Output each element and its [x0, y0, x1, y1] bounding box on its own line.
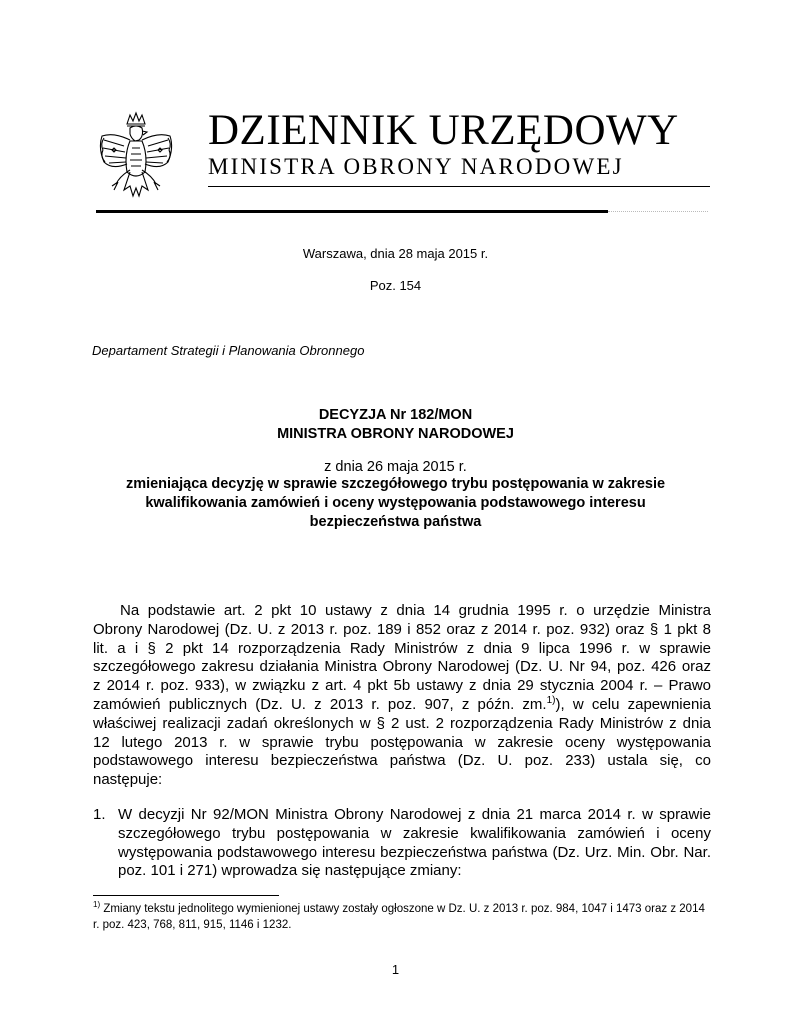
decision-date: z dnia 26 maja 2015 r. — [324, 459, 467, 475]
decision-issuer: MINISTRA OBRONY NARODOWEJ — [277, 426, 514, 442]
decision-subject-line: bezpieczeństwa państwa — [309, 514, 482, 530]
preamble-line: następuje: — [93, 771, 163, 789]
footnote-text: Zmiany tekstu jednolitego wymienionej ustawy zostały ogłoszone w Dz. U. z 2013 r. poz. 984, 1047 i 1473 oraz z 2014 r. poz. 423, 768, 811, 915, 1146 i 1232. — [93, 903, 705, 931]
footnote-separator — [93, 895, 279, 896]
journal-subtitle: MINISTRA OBRONY NARODOWEJ — [208, 154, 624, 179]
decision-subject-line: zmieniająca decyzję w sprawie szczegółowego trybu postępowania w zakresie — [125, 476, 666, 492]
preamble-line: 12 lutego 2013 r. w sprawie trybu postępowania w zakresie oceny występowania — [93, 733, 711, 751]
footnote — [93, 901, 711, 933]
footnote-marker: 1) — [93, 900, 101, 910]
decision-subject-line: kwalifikowania zamówień i oceny występowania podstawowego interesu — [145, 495, 646, 511]
preamble-line-part: zamówień publicznych (Dz. U. z 2013 r. poz. 907, z późn. zm. — [93, 695, 547, 713]
dateline: Warszawa, dnia 28 maja 2015 r. — [302, 246, 489, 261]
preamble-paragraph — [93, 602, 711, 790]
preamble-line: z 2014 r. poz. 933), w związku z art. 4 pkt 5b ustawy z dnia 29 stycznia 2004 r. – Prawo — [93, 677, 711, 695]
preamble-line: podstawowego interesu bezpieczeństwa państwa (Dz. U. poz. 233) ustala się, co — [93, 752, 711, 770]
preamble-line-part: ), w celu zapewnienia — [555, 695, 711, 713]
page-number: 1 — [391, 962, 400, 977]
preamble-line: właściwej realizacji zadań określonych w § 2 ust. 2 rozporządzenia Rady Ministrów z dnia — [93, 714, 711, 732]
preamble-line: lit. a i § 2 pkt 14 rozporządzenia Rady Ministrów z dnia 9 lipca 1996 r. w sprawie — [93, 639, 711, 657]
preamble-line-with-footnote — [93, 696, 711, 715]
masthead-thick-rule — [96, 210, 608, 213]
masthead-divider — [208, 186, 710, 187]
polish-eagle-emblem-icon — [94, 110, 178, 208]
masthead-faint-rule — [608, 211, 708, 212]
footnote-reference: 1) — [546, 694, 556, 706]
preamble-line: Obrony Narodowej (Dz. U. z 2013 r. poz. 189 i 852 oraz z 2014 r. poz. 932) oraz § 1 pkt 8 — [93, 620, 711, 638]
preamble-line: Na podstawie art. 2 pkt 10 ustawy z dnia 14 grudnia 1995 r. o urzędzie Ministra — [120, 602, 711, 619]
list-item — [93, 806, 711, 881]
list-item-number: 1. — [93, 806, 106, 823]
list-item-text: W decyzji Nr 92/MON Ministra Obrony Narodowej z dnia 21 marca 2014 r. w sprawie szczegółowego trybu postępowania w zakresie kwalifikowania zamówień i oceny występowania podstawowego interesu bezpieczeństwa państwa (Dz. Urz. Min. Obr. Nar. poz. 101 i 271) wprowadza się następujące zmiany: — [118, 806, 711, 880]
decision-number: DECYZJA Nr 182/MON — [318, 407, 473, 423]
department-name: Departament Strategii i Planowania Obronnego — [92, 343, 365, 358]
preamble-line: szczegółowego zakresu działania Ministra Obrony Narodowej (Dz. U. Nr 94, poz. 426 oraz — [93, 658, 711, 676]
position-number: Poz. 154 — [369, 278, 422, 293]
journal-title: DZIENNIK URZĘDOWY — [208, 107, 679, 154]
